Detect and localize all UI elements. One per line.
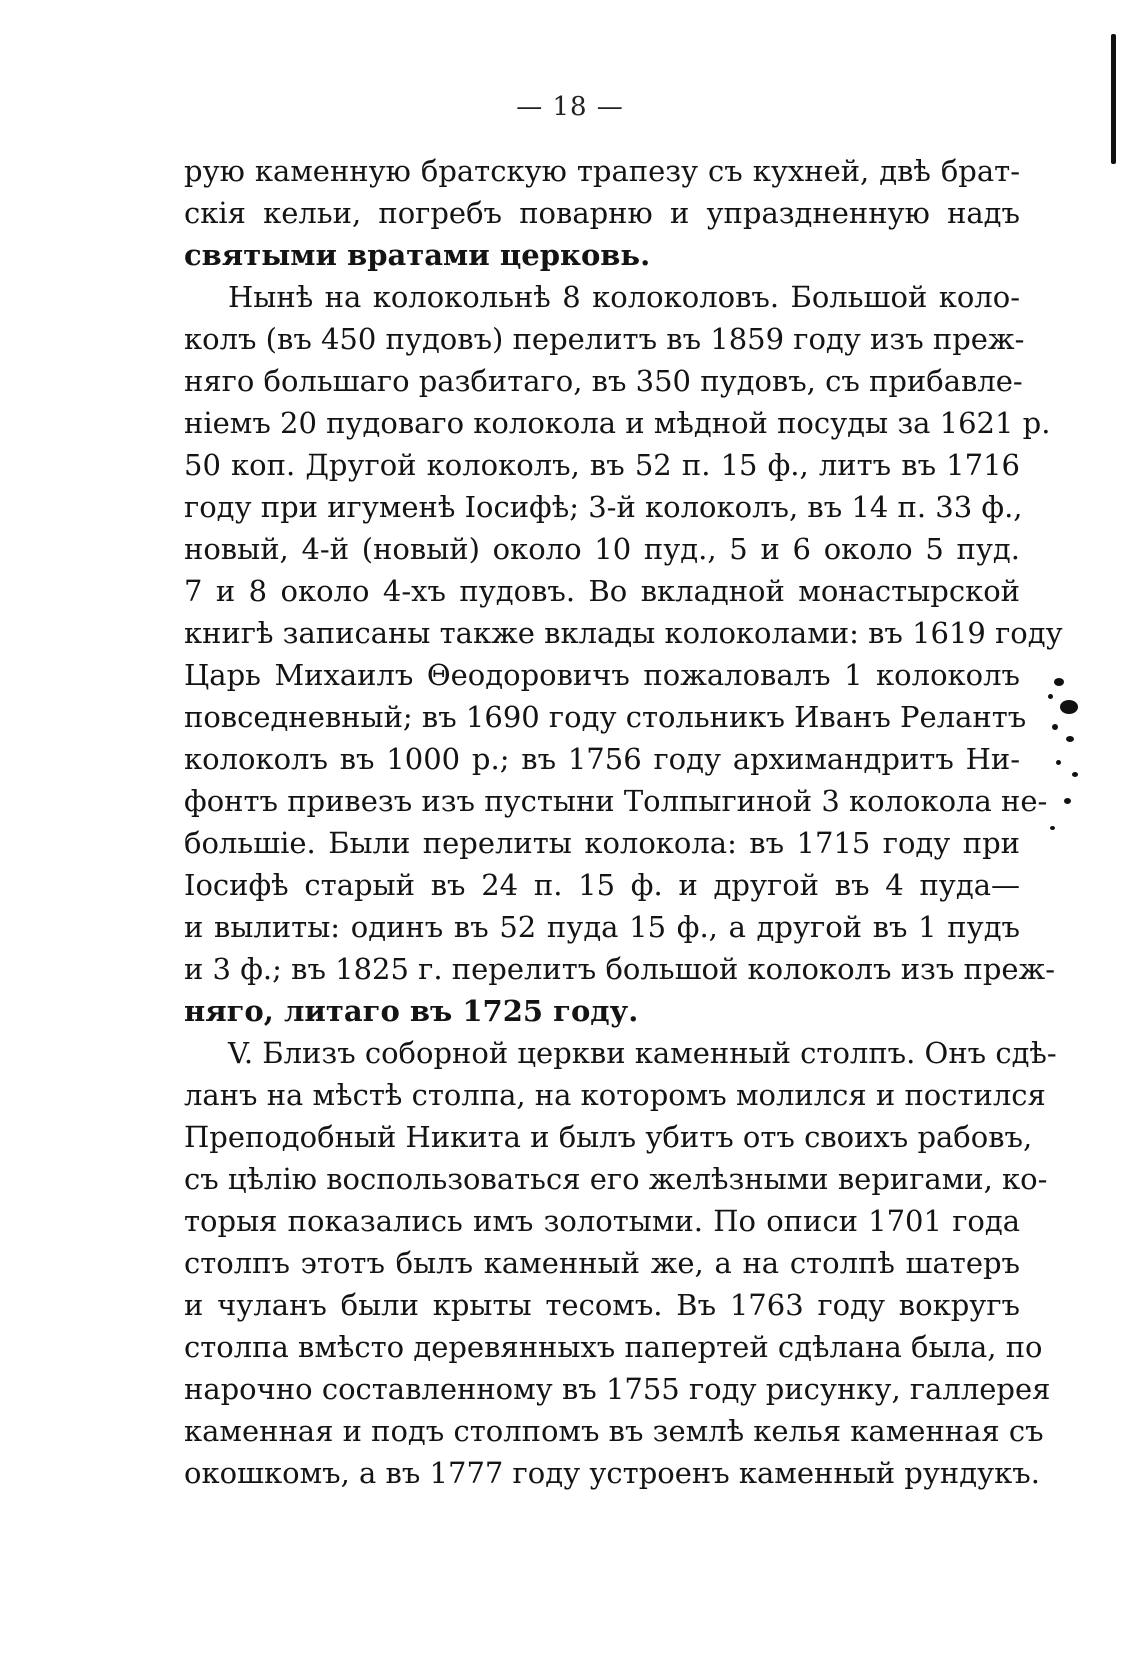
text-line: V. Близъ соборной церкви каменный столпъ. Онъ сдѣ- bbox=[228, 1036, 1057, 1070]
text-line: и вылиты: одинъ въ 52 пуда 15 ф., а другой въ 1 пудъ bbox=[184, 910, 1020, 944]
text-line: 7 и 8 около 4-хъ пудовъ. Во вкладной монастырской bbox=[184, 574, 1020, 608]
ink-speck bbox=[1064, 798, 1071, 804]
text-line: нарочно составленному въ 1755 году рисунку, галлерея bbox=[184, 1372, 1051, 1406]
body-text bbox=[184, 150, 1063, 1494]
text-line: торыя показались имъ золотыми. По описи 1701 года bbox=[184, 1204, 1020, 1238]
text-line: окошкомъ, а въ 1777 году устроенъ каменный рундукъ. bbox=[184, 1456, 1040, 1490]
text-line: столпъ этотъ былъ каменный же, а на столпѣ шатеръ bbox=[184, 1246, 1020, 1280]
text-line: каменная и подъ столпомъ въ землѣ келья каменная съ bbox=[184, 1414, 1044, 1448]
text-line: съ цѣлію воспользоваться его желѣзными веригами, ко- bbox=[184, 1162, 1048, 1196]
ink-specks bbox=[1046, 676, 1096, 846]
text-line: книгѣ записаны также вклады колоколами: въ 1619 году bbox=[184, 616, 1063, 650]
ink-speck bbox=[1060, 700, 1078, 714]
text-line: повседневный; въ 1690 году стольникъ Иванъ Релантъ bbox=[184, 700, 1027, 734]
text-line: столпа вмѣсто деревянныхъ папертей сдѣлана была, по bbox=[184, 1330, 1043, 1364]
text-line: фонтъ привезъ изъ пустыни Толпыгиной 3 колокола не- bbox=[184, 784, 1048, 818]
text-line: Царь Михаилъ Θеодоровичъ пожаловалъ 1 колоколъ bbox=[184, 658, 1020, 692]
text-line: колъ (въ 450 пудовъ) перелитъ въ 1859 году изъ преж- bbox=[184, 322, 1025, 356]
text-line: и чуланъ были крыты тесомъ. Въ 1763 году вокругъ bbox=[184, 1288, 1020, 1322]
text-line: Нынѣ на колокольнѣ 8 колоколовъ. Большой коло- bbox=[228, 280, 1020, 314]
text-line: рую каменную братскую трапезу съ кухней, двѣ брат- bbox=[184, 154, 1020, 188]
text-line: скія кельи, погребъ поварню и упраздненную надъ bbox=[184, 196, 1020, 230]
text-line: няго большаго разбитаго, въ 350 пудовъ, съ прибавле- bbox=[184, 364, 1023, 398]
ink-speck bbox=[1066, 736, 1074, 742]
text-line: ланъ на мѣстѣ столпа, на которомъ молился и постился bbox=[184, 1078, 1046, 1112]
ink-speck bbox=[1052, 724, 1058, 730]
text-line: и 3 ф.; въ 1825 г. перелитъ большой колоколъ изъ преж- bbox=[184, 952, 1056, 986]
ink-speck bbox=[1054, 678, 1064, 686]
text-line: большіе. Были перелиты колокола: въ 1715 году при bbox=[184, 826, 1020, 860]
ink-speck bbox=[1050, 826, 1055, 830]
ink-speck bbox=[1048, 694, 1053, 699]
text-line: Преподобный Никита и былъ убитъ отъ своихъ рабовъ, bbox=[184, 1120, 1033, 1154]
ink-speck bbox=[1072, 772, 1078, 777]
text-line: колоколъ въ 1000 р.; въ 1756 году архимандритъ Ни- bbox=[184, 742, 1020, 776]
text-line: новый, 4-й (новый) около 10 пуд., 5 и 6 около 5 пуд. bbox=[184, 532, 1020, 566]
page-number: — 18 — bbox=[516, 92, 624, 122]
text-line: 50 коп. Другой колоколъ, въ 52 п. 15 ф., литъ въ 1716 bbox=[184, 448, 1020, 482]
text-line: няго, литаго въ 1725 году. bbox=[184, 994, 639, 1028]
text-line: Іосифѣ старый въ 24 п. 15 ф. и другой въ 4 пуда— bbox=[184, 868, 1020, 902]
ink-speck bbox=[1056, 760, 1061, 765]
text-line: ніемъ 20 пудоваго колокола и мѣдной посуды за 1621 р. bbox=[184, 406, 1051, 440]
text-line: году при игуменѣ Іосифѣ; 3-й колоколъ, въ 14 п. 33 ф., bbox=[184, 490, 1023, 524]
text-line: святыми вратами церковь. bbox=[184, 238, 651, 272]
